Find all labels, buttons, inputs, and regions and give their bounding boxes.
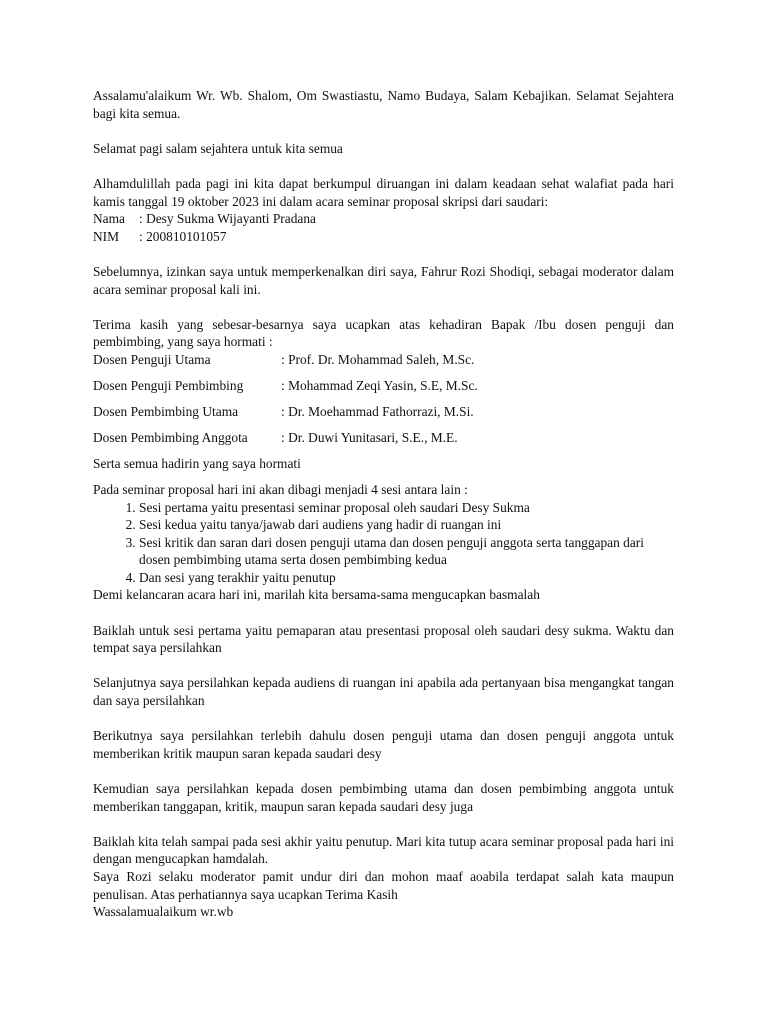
session-item: 4. Dan sesi yang terakhir yaitu penutup: [139, 569, 674, 587]
document-page: [93, 87, 674, 921]
audience-greeting: Serta semua hadirin yang saya hormati: [93, 455, 301, 471]
lecturer-role: Dosen Pembimbing Utama: [93, 403, 239, 419]
session-list: [93, 499, 674, 587]
sessions-intro: Pada seminar proposal hari ini akan dibagi menjadi 4 sesi antara lain :: [93, 481, 468, 497]
audience-row: [93, 455, 674, 481]
lecturer-name: : Mohammad Zeqi Yasin, S.E, M.Sc.: [281, 377, 478, 393]
thanks-paragraph: Terima kasih yang sebesar-besarnya saya ucapkan atas kehadiran Bapak /Ibu dosen penguji dan pembimbing, yang saya hormati :: [93, 316, 674, 350]
lecturer-role: Dosen Pembimbing Anggota: [93, 429, 248, 445]
first-session-paragraph: Baiklah untuk sesi pertama yaitu pemaparan atau presentasi proposal oleh saudari desy sukma. Waktu dan tempat saya persilahkan: [93, 622, 674, 656]
student-nim-label: NIM: [93, 228, 120, 244]
lecturer-list: [93, 351, 674, 481]
lecturer-role: Dosen Penguji Pembimbing: [93, 377, 244, 393]
morning-greeting: Selamat pagi salam sejahtera untuk kita semua: [93, 140, 343, 156]
session-item: 2. Sesi kedua yaitu tanya/jawab dari audiens yang hadir di ruangan ini: [139, 516, 674, 534]
student-nim-row: [93, 228, 674, 246]
basmalah-invitation: Demi kelancaran acara hari ini, marilah kita bersama-sama mengucapkan basmalah: [93, 587, 540, 603]
greeting-paragraph: Assalamu'alaikum Wr. Wb. Shalom, Om Swastiastu, Namo Budaya, Salam Kebajikan. Selamat Sejahtera bagi kita semua.: [93, 88, 674, 121]
session-item: 3. Sesi kritik dan saran dari dosen penguji utama dan dosen penguji anggota serta tanggapan dari dosen pembimbing utama serta dosen pembimbing kedua: [139, 534, 674, 569]
lecturer-name: : Dr. Moehammad Fathorrazi, M.Si.: [281, 403, 474, 419]
lecturer-row: [93, 351, 674, 377]
session-item: 1. Sesi pertama yaitu presentasi seminar proposal oleh saudari Desy Sukma: [139, 499, 674, 517]
student-name-value: : Desy Sukma Wijayanti Pradana: [139, 211, 316, 227]
farewell-paragraph: Saya Rozi selaku moderator pamit undur diri dan mohon maaf aoabila terdapat salah kata maupun penulisan. Atas perhatiannya saya ucapkan Terima Kasih: [93, 868, 674, 902]
moderator-intro-paragraph: Sebelumnya, izinkan saya untuk memperkenalkan diri saya, Fahrur Rozi Shodiqi, sebagai moderator dalam acara seminar proposal kali ini.: [93, 263, 674, 297]
student-name-label: Nama: [93, 211, 125, 227]
lecturer-row: [93, 403, 674, 429]
lecturer-name: : Prof. Dr. Mohammad Saleh, M.Sc.: [281, 351, 475, 367]
student-nim-value: : 200810101057: [139, 228, 227, 244]
lecturer-name: : Dr. Duwi Yunitasari, S.E., M.E.: [281, 429, 458, 445]
signoff: Wassalamualaikum wr.wb: [93, 904, 234, 920]
advisor-session-paragraph: Kemudian saya persilahkan kepada dosen pembimbing utama dan dosen pembimbing anggota untuk memberikan tanggapan, kritik, maupun saran kepada saudari desy juga: [93, 781, 674, 814]
closing-paragraph: Baiklah kita telah sampai pada sesi akhir yaitu penutup. Mari kita tutup acara seminar proposal pada hari ini dengan mengucapkan hamdalah.: [93, 833, 674, 867]
qa-session-paragraph: Selanjutnya saya persilahkan kepada audiens di ruangan ini apabila ada pertanyaan bisa mengangkat tangan dan saya persilahkan: [93, 675, 674, 709]
critique-session-paragraph: Berikutnya saya persilahkan terlebih dahulu dosen penguji utama dan dosen penguji anggota untuk memberikan kritik maupun saran kepada saudari desy: [93, 728, 674, 761]
lecturer-role: Dosen Penguji Utama: [93, 351, 211, 367]
intro-paragraph: Alhamdulillah pada pagi ini kita dapat berkumpul diruangan ini dalam keadaan sehat walafiat pada hari kamis tanggal 19 oktober 2023 ini dalam acara seminar proposal skripsi dari saudari:: [93, 175, 674, 209]
student-name-row: [93, 210, 674, 228]
lecturer-row: [93, 429, 674, 455]
lecturer-row: [93, 377, 674, 403]
